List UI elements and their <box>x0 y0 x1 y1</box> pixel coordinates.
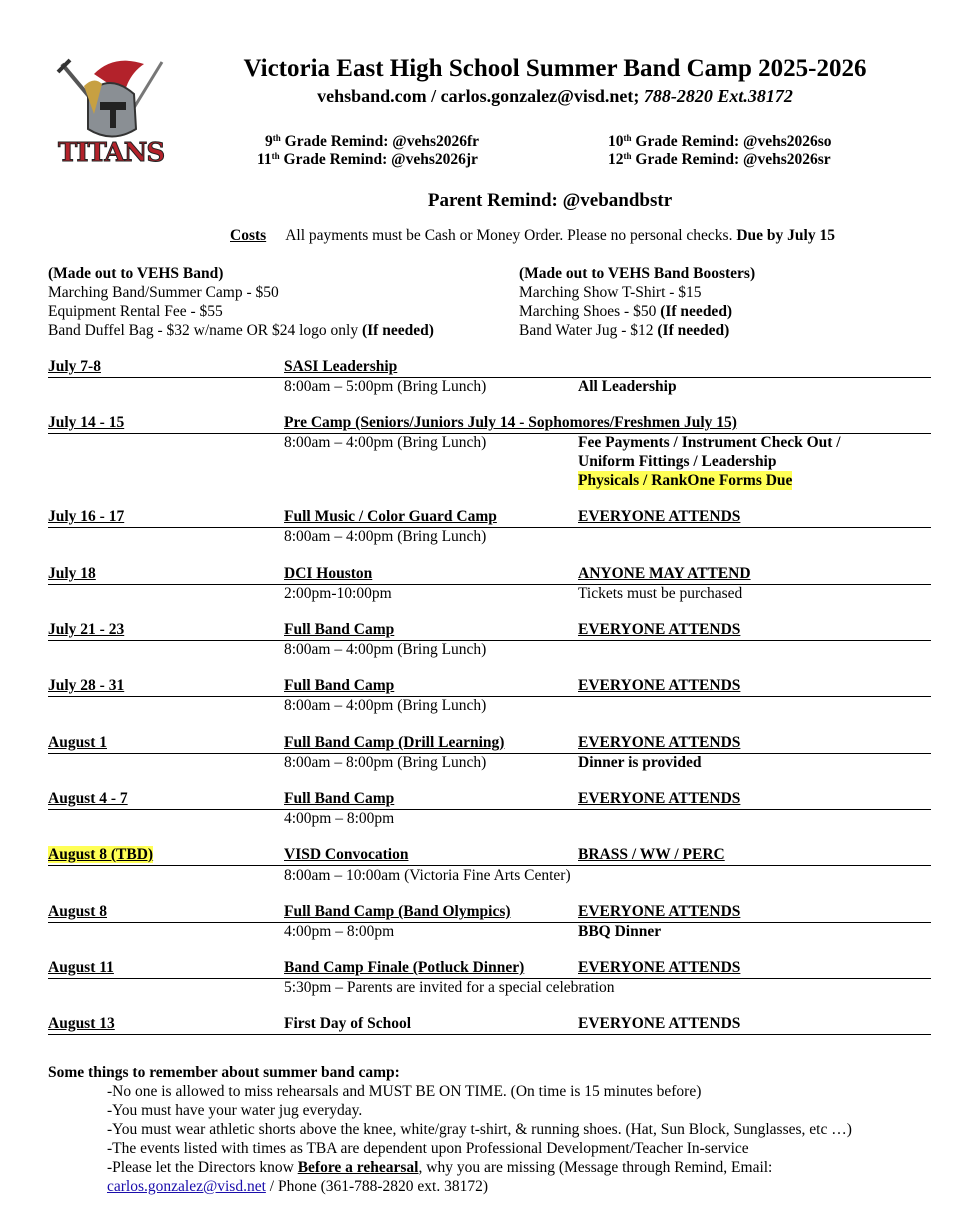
payment-item: Equipment Rental Fee - $55 <box>48 303 223 320</box>
logo-text: TITANS <box>58 138 165 168</box>
schedule-time: 8:00am – 4:00pm (Bring Lunch) <box>284 434 487 451</box>
payments-band-header: (Made out to VEHS Band) <box>48 265 224 282</box>
schedule-row: August 8 (TBD) VISD Convocation BRASS / WW / PERC <box>48 846 931 866</box>
note-item: -You must wear athletic shorts above the knee, white/gray t-shirt, & running shoes. (Hat, Sun Block, Sunglasses, etc …) <box>107 1121 852 1138</box>
page-title: Victoria East High School Summer Band Camp 2025-2026 <box>243 55 867 82</box>
note-item: -You must have your water jug everyday. <box>107 1102 363 1119</box>
schedule-note: Fee Payments / Instrument Check Out / <box>578 434 841 451</box>
schedule-row: August 8 Full Band Camp (Band Olympics) EVERYONE ATTENDS <box>48 903 931 923</box>
notes-title: Some things to remember about summer band camp: <box>48 1064 400 1081</box>
schedule-row: August 4 - 7 Full Band Camp EVERYONE ATTENDS <box>48 790 931 810</box>
schedule-row: July 7-8 SASI Leadership <box>48 358 931 378</box>
remind-9th: 9th Grade Remind: @vehs2026fr <box>265 133 480 150</box>
schedule-time: 8:00am – 8:00pm (Bring Lunch) <box>284 754 487 771</box>
costs-line <box>230 227 835 245</box>
contact-line <box>210 85 900 107</box>
schedule-note: All Leadership <box>578 378 677 395</box>
note-item: -No one is allowed to miss rehearsals and MUST BE ON TIME. (On time is 15 minutes before) <box>107 1083 702 1100</box>
costs-text: All payments must be Cash or Money Order. Please no personal checks. <box>285 227 733 244</box>
schedule-row: July 18 DCI Houston ANYONE MAY ATTEND <box>48 565 931 585</box>
note-contact: carlos.gonzalez@visd.net / Phone (361-788-2820 ext. 38172) <box>107 1178 489 1195</box>
schedule-time: 8:00am – 4:00pm (Bring Lunch) <box>284 528 487 545</box>
contact-text: vehsband.com / carlos.gonzalez@visd.net; <box>317 86 640 106</box>
payment-item: Marching Band/Summer Camp - $50 <box>48 284 279 301</box>
schedule-row: July 14 - 15 Pre Camp (Seniors/Juniors July 14 - Sophomores/Freshmen July 15) <box>48 414 931 434</box>
payments-boosters <box>519 264 755 340</box>
schedule-row: August 13 First Day of School EVERYONE ATTENDS <box>48 1015 931 1035</box>
schedule-time: 8:00am – 4:00pm (Bring Lunch) <box>284 697 487 714</box>
schedule-time: 8:00am – 10:00am (Victoria Fine Arts Center) <box>284 867 571 884</box>
contact-phone: 788-2820 Ext.38172 <box>643 86 793 106</box>
note-item: -The events listed with times as TBA are dependent upon Professional Development/Teacher In-service <box>107 1140 749 1157</box>
payments-band <box>48 264 434 340</box>
payment-item: Marching Show T-Shirt - $15 <box>519 284 702 301</box>
schedule-row: July 21 - 23 Full Band Camp EVERYONE ATTENDS <box>48 621 931 641</box>
schedule-time: 8:00am – 5:00pm (Bring Lunch) <box>284 378 487 395</box>
schedule-row: July 28 - 31 Full Band Camp EVERYONE ATTENDS <box>48 677 931 697</box>
remind-11th: 11th Grade Remind: @vehs2026jr <box>257 151 478 168</box>
schedule-note: BBQ Dinner <box>578 923 662 940</box>
schedule-note: Dinner is provided <box>578 754 702 771</box>
schedule-note: Tickets must be purchased <box>578 585 743 602</box>
costs-label: Costs <box>230 227 267 244</box>
schedule-time: 4:00pm – 8:00pm <box>284 810 395 827</box>
schedule-time: 8:00am – 4:00pm (Bring Lunch) <box>284 641 487 658</box>
schedule-note-highlight: Physicals / RankOne Forms Due <box>578 472 793 489</box>
titans-logo <box>54 54 166 174</box>
parent-remind: Parent Remind: @vebandbstr <box>427 190 673 211</box>
payment-item: Band Water Jug - $12 (If needed) <box>519 322 730 339</box>
remind-12th: 12th Grade Remind: @vehs2026sr <box>608 151 831 168</box>
schedule-time: 2:00pm-10:00pm <box>284 585 392 602</box>
payment-item: Marching Shoes - $50 (If needed) <box>519 303 733 320</box>
costs-due: Due by July 15 <box>736 227 835 244</box>
email-link[interactable]: carlos.gonzalez@visd.net <box>107 1178 266 1195</box>
payment-item: Band Duffel Bag - $32 w/name OR $24 logo only (If needed) <box>48 322 434 339</box>
note-item: -Please let the Directors know Before a rehearsal, why you are missing (Message through Remind, Email: <box>107 1159 773 1176</box>
schedule-row: August 11 Band Camp Finale (Potluck Dinner) EVERYONE ATTENDS <box>48 959 931 979</box>
remind-10th: 10th Grade Remind: @vehs2026so <box>608 133 832 150</box>
schedule-time: 5:30pm – Parents are invited for a special celebration <box>284 979 615 996</box>
schedule-time: 4:00pm – 8:00pm <box>284 923 395 940</box>
schedule-row: August 1 Full Band Camp (Drill Learning) EVERYONE ATTENDS <box>48 734 931 754</box>
payments-boosters-header: (Made out to VEHS Band Boosters) <box>519 265 756 282</box>
schedule-row: July 16 - 17 Full Music / Color Guard Camp EVERYONE ATTENDS <box>48 508 931 528</box>
schedule-note: Uniform Fittings / Leadership <box>578 453 777 470</box>
